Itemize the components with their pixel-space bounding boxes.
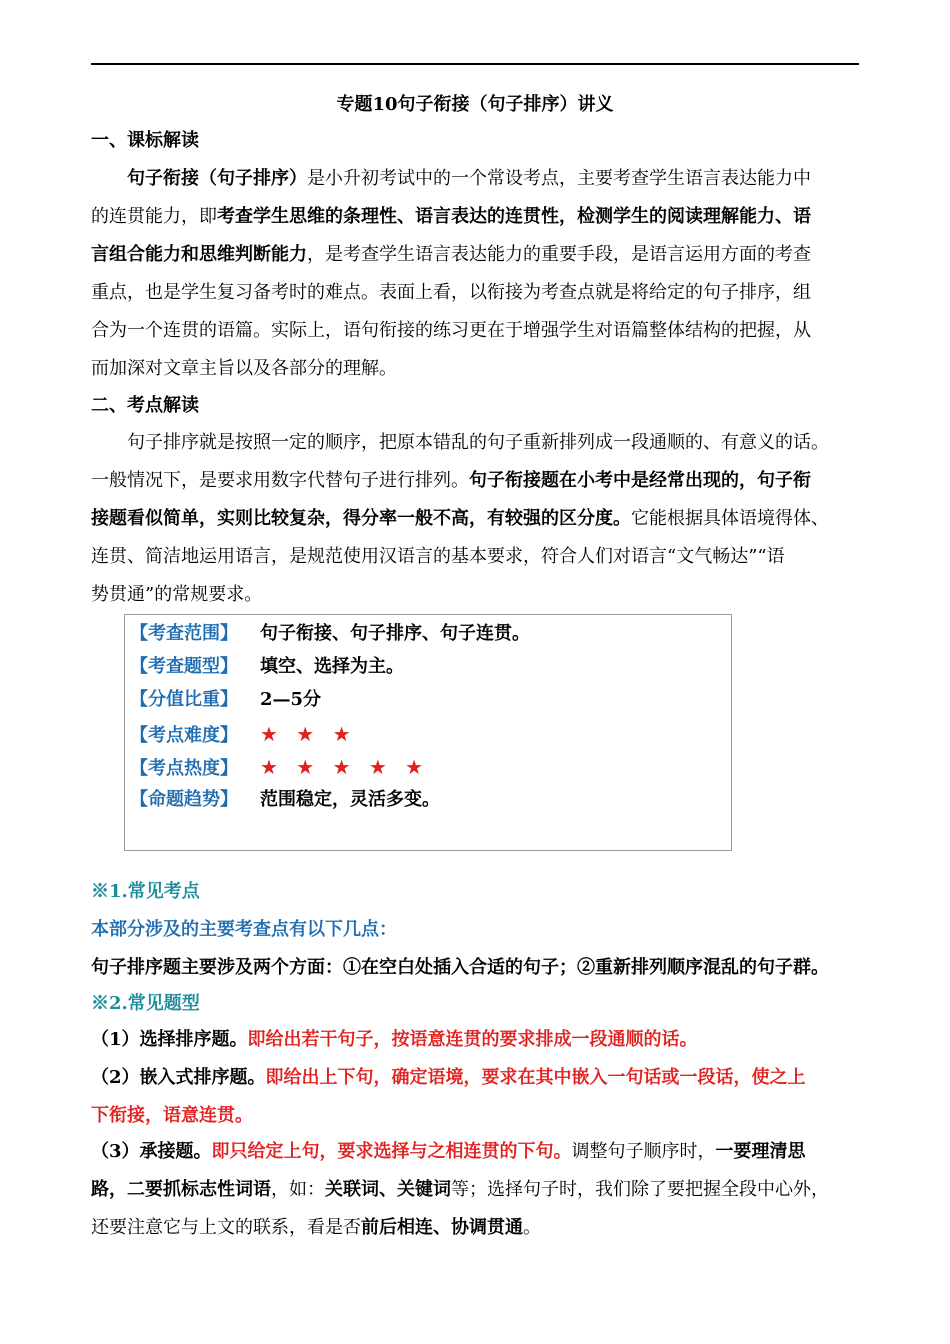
type2-line (91, 1065, 806, 1091)
info-label: 【考查题型】 (130, 656, 238, 677)
bold-text: 言组合能力和思维判断能力 (91, 244, 307, 265)
text: ，是考查学生语言表达能力的重要手段，是语言运用方面的考查 (307, 244, 811, 265)
info-row-trend (130, 787, 440, 813)
bold-text: 路，二要抓标志性词语 (91, 1179, 271, 1200)
para2-line1: 句子排序就是按照一定的顺序，把原本错乱的句子重新排列成一段通顺的、有意义的话。 (91, 432, 829, 453)
para2-line4: 连贯、简洁地运用语言，是规范使用汉语言的基本要求，符合人们对语言“文气畅达”“语 (91, 546, 785, 567)
type-desc: 即给出上下句，确定语境，要求在其中嵌入一句话或一段话，使之上 (265, 1067, 806, 1088)
info-row-difficulty (130, 721, 357, 749)
bold-text: 关联词、关键词 (325, 1179, 451, 1200)
type3-line3 (91, 1215, 541, 1241)
type2-line2: 下衔接，语意连贯。 (91, 1105, 253, 1126)
para2-line2 (91, 468, 811, 494)
text: 它能根据具体语境得体、 (631, 508, 829, 529)
para1-line3 (91, 242, 811, 268)
text: 一般情况下，是要求用数字代替句子进行排列。 (91, 470, 469, 491)
type-label: （2）嵌入式排序题。 (91, 1067, 266, 1088)
bold-text: 句子衔接题在小考中是经常出现的，句子衔 (469, 470, 811, 491)
info-row-type (130, 654, 404, 680)
subheading-question-types: ※2.常见题型 (91, 993, 200, 1014)
info-value: 范围稳定，灵活多变。 (260, 789, 440, 810)
text: 还要注意它与上文的联系，看是否 (91, 1217, 361, 1238)
type1-line (91, 1027, 698, 1053)
para1-line5: 合为一个连贯的语篇。实际上，语句衔接的练习更在于增强学生对语篇整体结构的把握，从 (91, 320, 811, 341)
info-value: 2—5分 (260, 689, 322, 710)
common-points-text: 句子排序题主要涉及两个方面：①在空白处插入合适的句子；②重新排列顺序混乱的句子群。 (91, 957, 829, 978)
text: 调整句子顺序时， (571, 1141, 716, 1162)
para2-line5: 势贯通”的常规要求。 (91, 584, 263, 605)
info-row-scope (130, 621, 530, 647)
type3-line (91, 1139, 806, 1165)
difficulty-stars: ★ ★ ★ (260, 722, 357, 746)
subheading-common-points: ※1.常见考点 (91, 881, 200, 902)
type-label: （3）承接题。 (91, 1141, 212, 1162)
info-label: 【考查范围】 (130, 623, 238, 644)
bold-text: 考查学生思维的条理性、语言表达的连贯性，检测学生的阅读理解能力、语 (217, 206, 811, 227)
section-heading-1: 一、课标解读 (91, 130, 199, 151)
type-desc: 即给出若干句子，按语意连贯的要求排成一段通顺的话。 (247, 1029, 698, 1050)
intro-common-points: 本部分涉及的主要考查点有以下几点： (91, 919, 397, 940)
info-label: 【分值比重】 (130, 689, 238, 710)
header-rule (91, 63, 859, 65)
para1-line2 (91, 204, 811, 230)
info-value: 句子衔接、句子排序、句子连贯。 (260, 623, 530, 644)
page-title: 专题10句子衔接（句子排序）讲义 (336, 94, 614, 115)
info-row-heat (130, 754, 429, 782)
type3-line2 (91, 1177, 829, 1203)
para1-line1 (91, 166, 811, 192)
info-label: 【命题趋势】 (130, 789, 238, 810)
text: 的连贯能力，即 (91, 206, 217, 227)
text (91, 168, 127, 189)
bold-text: 接题看似简单，实则比较复杂，得分率一般不高，有较强的区分度。 (91, 508, 631, 529)
text: 等；选择句子时，我们除了要把握全段中心外， (451, 1179, 829, 1200)
para1-line4: 重点，也是学生复习备考时的难点。表面上看，以衔接为考查点就是将给定的句子排序，组 (91, 282, 811, 303)
para2-line3 (91, 506, 829, 532)
para1-line6: 而加深对文章主旨以及各部分的理解。 (91, 358, 397, 379)
section-heading-2: 二、考点解读 (91, 395, 199, 416)
text: 。 (523, 1217, 541, 1238)
info-label: 【考点难度】 (130, 725, 238, 746)
type-label: （1）选择排序题。 (91, 1029, 248, 1050)
heat-stars: ★ ★ ★ ★ ★ (260, 755, 430, 779)
bold-text: 一要理清思 (715, 1141, 806, 1162)
type-desc: 即只给定上句，要求选择与之相连贯的下句。 (211, 1141, 572, 1162)
info-row-score (130, 687, 321, 713)
text: 是小升初考试中的一个常设考点，主要考查学生语言表达能力中 (307, 168, 811, 189)
info-value: 填空、选择为主。 (260, 656, 404, 677)
info-label: 【考点热度】 (130, 758, 238, 779)
bold-text: 前后相连、协调贯通 (361, 1217, 523, 1238)
text: ，如： (271, 1179, 325, 1200)
bold-text: 句子衔接（句子排序） (127, 168, 307, 189)
